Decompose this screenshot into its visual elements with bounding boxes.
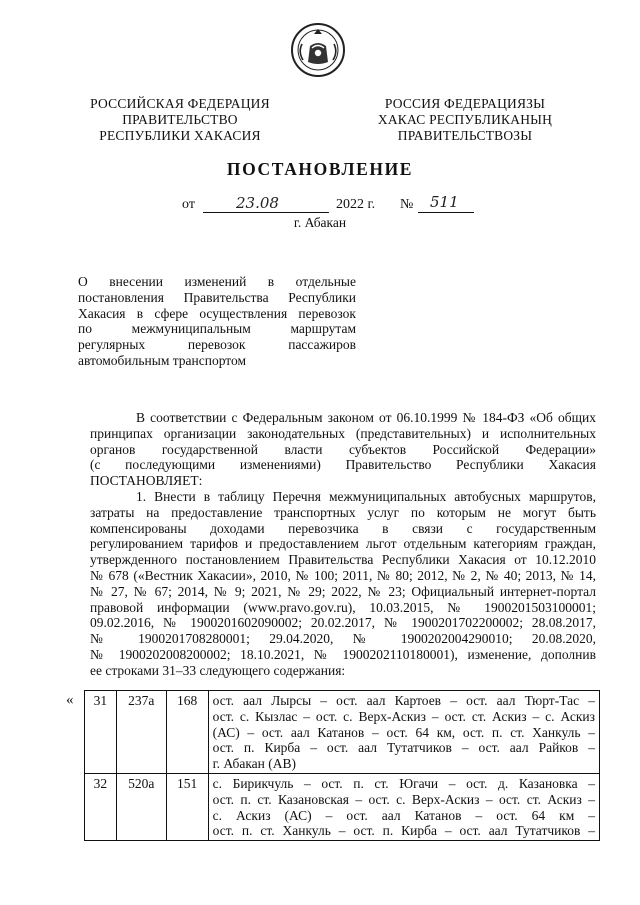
item1-line: № 1900202008200002; 18.10.2021, № 1900202110180001), изменение, дополнив xyxy=(90,646,596,662)
table-open-quote: « xyxy=(66,692,74,708)
route-stops-line: с. Бирикчуль – ост. п. ст. Югачи – ост. д. Казановка – xyxy=(212,775,595,791)
route-stops-line: с. Аскиз (АС) – ост. аал Катанов – ост. 64 км – xyxy=(212,807,595,823)
header-right-line: ХАКАС РЕСПУБЛИКАНЫҢ xyxy=(377,112,553,127)
preamble-line: (с последующими изменениями) Правительство Республики Хакасия xyxy=(90,457,596,473)
subject-line: по межмуниципальным маршрутам xyxy=(78,321,356,337)
header-left-line: ПРАВИТЕЛЬСТВО xyxy=(122,112,238,127)
header-left-line: РОССИЙСКАЯ ФЕДЕРАЦИЯ xyxy=(90,96,270,111)
header-left-ru xyxy=(60,96,300,144)
number-handwritten: 511 xyxy=(430,193,459,211)
routes-table xyxy=(84,690,600,841)
date-number-line xyxy=(0,193,640,217)
route-number: 31 xyxy=(85,691,117,774)
date-year: 2022 г. xyxy=(336,197,376,212)
preamble-line: принципах организации законодательных (представительных) и исполнительных xyxy=(90,425,596,441)
city: г. Абакан xyxy=(293,215,347,230)
date-handwritten: 23.08 xyxy=(236,194,279,212)
header-right-line: ПРАВИТЕЛЬСТВОЗЫ xyxy=(397,128,533,143)
route-stops-line: ост. с. Кызлас – ост. с. Верх-Аскиз – ост. ст. Аскиз – с. Аскиз xyxy=(212,708,595,724)
route-stops-line: г. Абакан (АВ) xyxy=(212,756,297,772)
route-distance: 151 xyxy=(166,773,208,840)
subject-line: автомобильным транспортом xyxy=(78,352,247,368)
document-title: ПОСТАНОВЛЕНИЕ xyxy=(226,159,414,179)
route-code: 237а xyxy=(116,691,166,774)
item1-line: 09.02.2016, № 1900201602090002; 20.02.2017, № 1900201702200002; 28.08.2017, xyxy=(90,615,596,631)
route-stops-line: ост. п. ст. Казановская – ост. с. Верх-Аскиз – ост. ст. Аскиз – xyxy=(212,791,595,807)
route-stops-line: ост. п. ст. Ханкуль – ост. п. Кирба – ост. аал Тутатчиков – xyxy=(212,823,595,839)
subject-line: регулярных перевозок пассажиров xyxy=(78,337,356,353)
coat-of-arms-khakassia-icon xyxy=(290,22,346,78)
route-number: 32 xyxy=(85,773,117,840)
header-right-line: РОССИЯ ФЕДЕРАЦИЯЗЫ xyxy=(384,96,546,111)
resolution-subject xyxy=(78,274,356,369)
item1-line: затраты на предоставление транспортных услуг по которым не могут быть xyxy=(90,504,596,520)
date-from-label: от xyxy=(182,197,195,212)
route-stops xyxy=(208,691,599,774)
item1-line: компенсированы доходами перевозчика в связи с государственным xyxy=(90,520,596,536)
item1-line: № 1900201708280001; 29.04.2020, № 1900202004290010; 20.08.2020, xyxy=(90,631,596,647)
item1-line: № 27, № 67; 2014, № 9; 2021, № 29; 2022, № 23; Официальный интернет-портал xyxy=(90,583,596,599)
route-stops-line: ост. п. Кирба – ост. аал Тутатчиков – ост. аал Райков – xyxy=(212,740,595,756)
preamble-line: ПОСТАНОВЛЯЕТ: xyxy=(90,473,203,489)
preamble-line: органов государственной власти субъектов Российской Федерации» xyxy=(90,441,596,457)
table-row xyxy=(85,773,600,840)
item1-line: № 678 («Вестник Хакасии», 2010, № 100; 2011, № 80; 2012, № 2, № 40; 2013, № 14, xyxy=(90,567,596,583)
header-right-khakas xyxy=(340,96,590,144)
number-label: № xyxy=(400,197,414,212)
item1-line: 1. Внести в таблицу Перечня межмуниципальных автобусных маршрутов, xyxy=(136,488,596,504)
route-distance: 168 xyxy=(166,691,208,774)
item1-line: регулированием тарифов и предоставлением льгот отдельным категориям граждан, xyxy=(90,536,596,552)
route-stops xyxy=(208,773,599,840)
table-row xyxy=(85,691,600,774)
item1-line: правовой информации (www.pravo.gov.ru), 10.03.2015, № 1900201503100001; xyxy=(90,599,596,615)
header-left-line: РЕСПУБЛИКИ ХАКАСИЯ xyxy=(99,128,261,143)
document-body xyxy=(90,410,596,679)
route-stops-line: ост. аал Лырсы – ост. аал Картоев – ост. аал Тюрт-Тас – xyxy=(212,693,595,708)
route-code: 520а xyxy=(116,773,166,840)
subject-line: О внесении изменений в отдельные xyxy=(78,274,356,289)
preamble-line: В соответствии с Федеральным законом от 06.10.1999 № 184-ФЗ «Об общих xyxy=(136,410,596,425)
item1-line: утвержденного постановлением Правительства Республики Хакасия от 10.12.2010 xyxy=(90,552,596,568)
subject-line: Хакасия в сфере осуществления перевозок xyxy=(78,305,356,321)
subject-line: постановления Правительства Республики xyxy=(78,289,356,305)
route-stops-line: (АС) – ост. аал Катанов – ост. 64 км, ост. п. ст. Ханкуль – xyxy=(212,724,595,740)
item1-line: ее строками 31–33 следующего содержания: xyxy=(90,662,346,678)
